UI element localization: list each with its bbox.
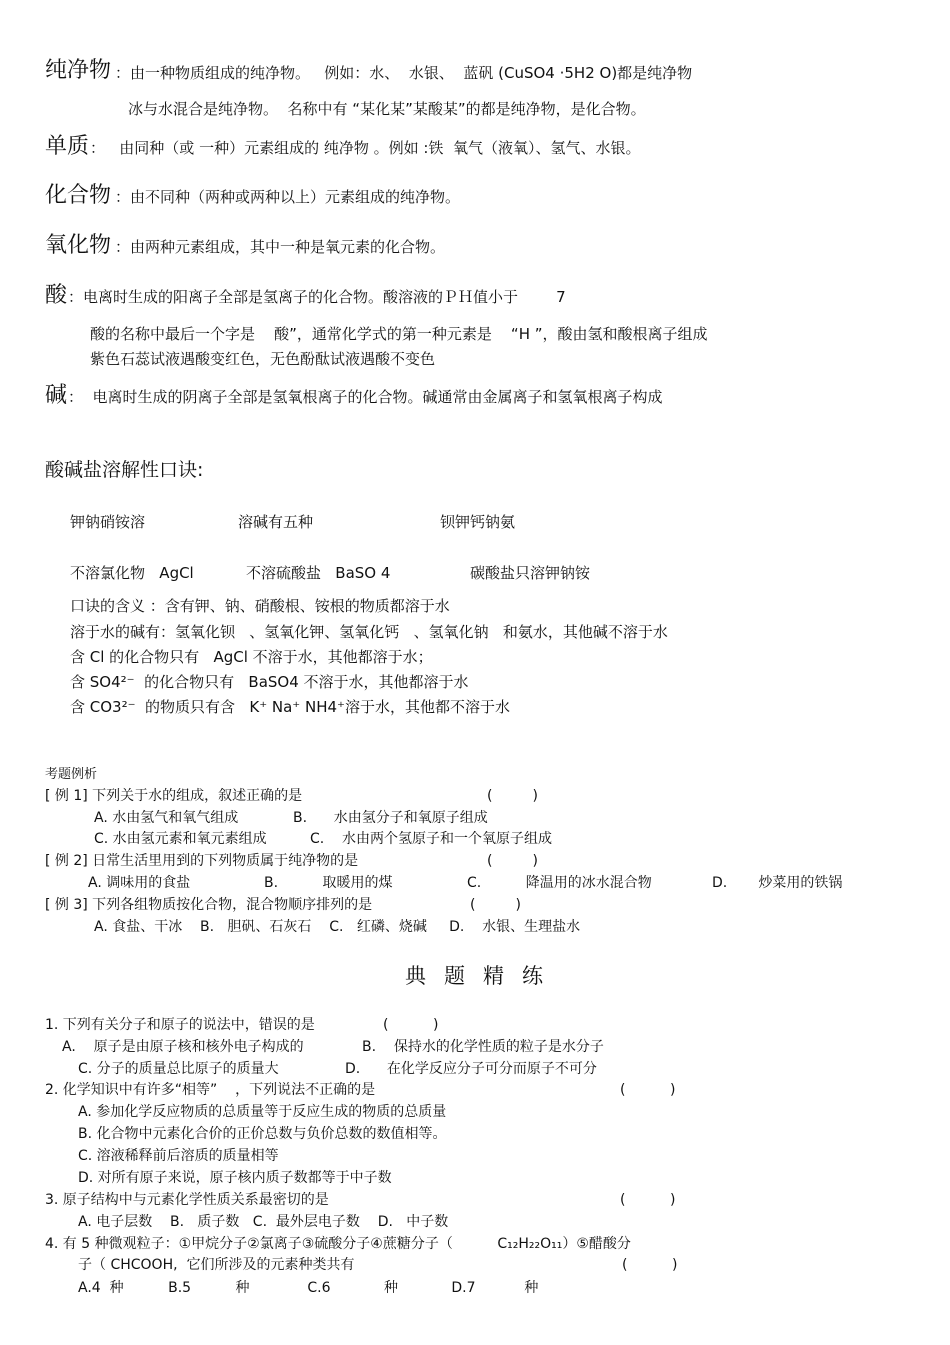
q2-option-a: A. 参加化学反应物质的总质量等于反应生成的物质的总质量 [78,1104,447,1120]
oxide-definition: ：由两种元素组成，其中一种是氧元素的化合物。 [115,238,446,256]
q4-stem-line1: 4. 有 5 种微观粒子：①甲烷分子②氯离子③硫酸分子④蔗糖分子（ C₁₂H₂₂O₁₁）⑤醋酸分 [45,1236,631,1252]
example2-option-c: C. 降温用的冰水混合物 [467,875,652,891]
mnemonic-r2c1: 不溶氯化物 AgCl [70,564,194,582]
example2-paren: ( ) [487,853,538,869]
example3-options: A. 食盐、干冰 B. 胆矾、石灰石 C. 红磷、烧碱 D. 水银、生理盐水 [94,919,581,935]
acid-line3: 紫色石蕊试液遇酸变红色，无色酚酞试液遇酸不变色 [90,350,436,368]
q3-paren: ( ) [620,1192,676,1208]
q1-option-c: C. 分子的质量总比原子的质量大 [78,1061,279,1077]
example2-option-d: D. 炒菜用的铁锅 [712,875,843,891]
acid-line2: 酸的名称中最后一个字是 酸”，通常化学式的第一种元素是 “H ”，酸由氢和酸根离子组成 [90,325,708,343]
mnemonic-r1c1: 钾钠硝铵溶 [70,513,146,531]
term-oxide: 氧化物 [45,233,112,258]
compound-definition: ：由不同种（两种或两种以上）元素组成的纯净物。 [115,188,461,206]
q4-options: A.4 种 B.5 种 C.6 种 D.7 种 [78,1280,539,1296]
q1-stem: 1. 下列有关分子和原子的说法中，错误的是 [45,1017,315,1033]
mnemonic-r1c2: 溶碱有五种 [238,513,314,531]
term-acid: 酸 [45,283,68,308]
example1-stem: [ 例 1] 下列关于水的组成，叙述正确的是 [45,788,303,804]
q2-option-c: C. 溶液稀释前后溶质的质量相等 [78,1148,279,1164]
example1-option-c: C. 水由氢元素和氧元素组成 [94,831,267,847]
q4-stem-line2: 子（ CHCOOH, 它们所涉及的元素种类共有 [78,1257,355,1273]
example2-option-b: B. 取暖用的煤 [264,875,393,891]
term-element: 单质 [45,134,90,159]
example3-paren: ( ) [470,897,521,913]
solubility-heading: 酸碱盐溶解性口诀: [45,459,204,481]
q2-paren: ( ) [620,1082,676,1098]
q4-paren: ( ) [622,1257,678,1273]
term-pure-substance: 纯净物 [45,58,112,83]
example1-option-d: C. 水由两个氢原子和一个氧原子组成 [310,831,553,847]
q2-stem: 2. 化学知识中有许多“相等” ，下列说法不正确的是 [45,1082,376,1098]
example2-option-a: A. 调味用的食盐 [88,875,191,891]
example2-stem: [ 例 2] 日常生活里用到的下列物质属于纯净物的是 [45,853,359,869]
mnemonic-meaning-4: 含 SO4²⁻ 的化合物只有 BaSO4 不溶于水，其他都溶于水 [70,673,469,691]
pure-substance-line1: ：由一种物质组成的纯净物。 例如：水、 水银、 蓝矾 (CuSO4 ·5H2 O)都是纯净物 [115,64,693,82]
acid-line1: ：电离时生成的阳离子全部是氢离子的化合物。酸溶液的ＰＨ值小于 7 [68,288,566,306]
q1-option-b: B. 保持水的化学性质的粒子是水分子 [362,1039,604,1055]
term-compound: 化合物 [45,183,112,208]
practice-title: 典题精练 [405,964,561,988]
example1-paren: ( ) [487,788,538,804]
example1-option-b: B. 水由氢分子和氧原子组成 [293,810,488,826]
example1-option-a: A. 水由氢气和氧气组成 [94,810,239,826]
mnemonic-r2c3: 碳酸盐只溶钾钠铵 [470,564,591,582]
mnemonic-r1c3: 钡钾钙钠氨 [440,513,516,531]
q1-option-d: D. 在化学反应分子可分而原子不可分 [345,1061,597,1077]
mnemonic-meaning-1: 口诀的含义 ：含有钾、钠、硝酸根、铵根的物质都溶于水 [70,597,450,615]
mnemonic-meaning-2: 溶于水的碱有：氢氧化钡 、氢氧化钾、氢氧化钙 、氢氧化钠 和氨水，其他碱不溶于水 [70,623,668,641]
mnemonic-meaning-3: 含 Cl 的化合物只有 AgCl 不溶于水，其他都溶于水； [70,648,433,666]
q2-option-d: D. 对所有原子来说，原子核内质子数都等于中子数 [78,1170,392,1186]
term-base: 碱 [45,383,68,408]
q1-option-a: A. 原子是由原子核和核外电子构成的 [62,1039,304,1055]
base-definition: ： 电离时生成的阴离子全部是氢氧根离子的化合物。碱通常由金属离子和氢氧根离子构成 [68,388,663,406]
pure-substance-line2: 冰与水混合是纯净物。 名称中有 “某化某”某酸某”的都是纯净物，是化合物。 [128,100,646,118]
q2-option-b: B. 化合物中元素化合价的正价总数与负价总数的数值相等。 [78,1126,447,1142]
example3-stem: [ 例 3] 下列各组物质按化合物，混合物顺序排列的是 [45,897,373,913]
mnemonic-meaning-5: 含 CO3²⁻ 的物质只有含 K⁺ Na⁺ NH4⁺溶于水，其他都不溶于水 [70,698,510,716]
q1-paren: ( ) [383,1017,439,1033]
q3-stem: 3. 原子结构中与元素化学性质关系最密切的是 [45,1192,329,1208]
q3-options: A. 电子层数 B. 质子数 C. 最外层电子数 D. 中子数 [78,1214,449,1230]
examples-heading: 考题例析 [45,767,98,782]
element-definition: ： 由同种（或 一种）元素组成的 纯净物 。例如 :铁 氧气（液氧）、氢气、水银。 [90,139,641,157]
mnemonic-r2c2: 不溶硫酸盐 BaSO 4 [246,564,391,582]
